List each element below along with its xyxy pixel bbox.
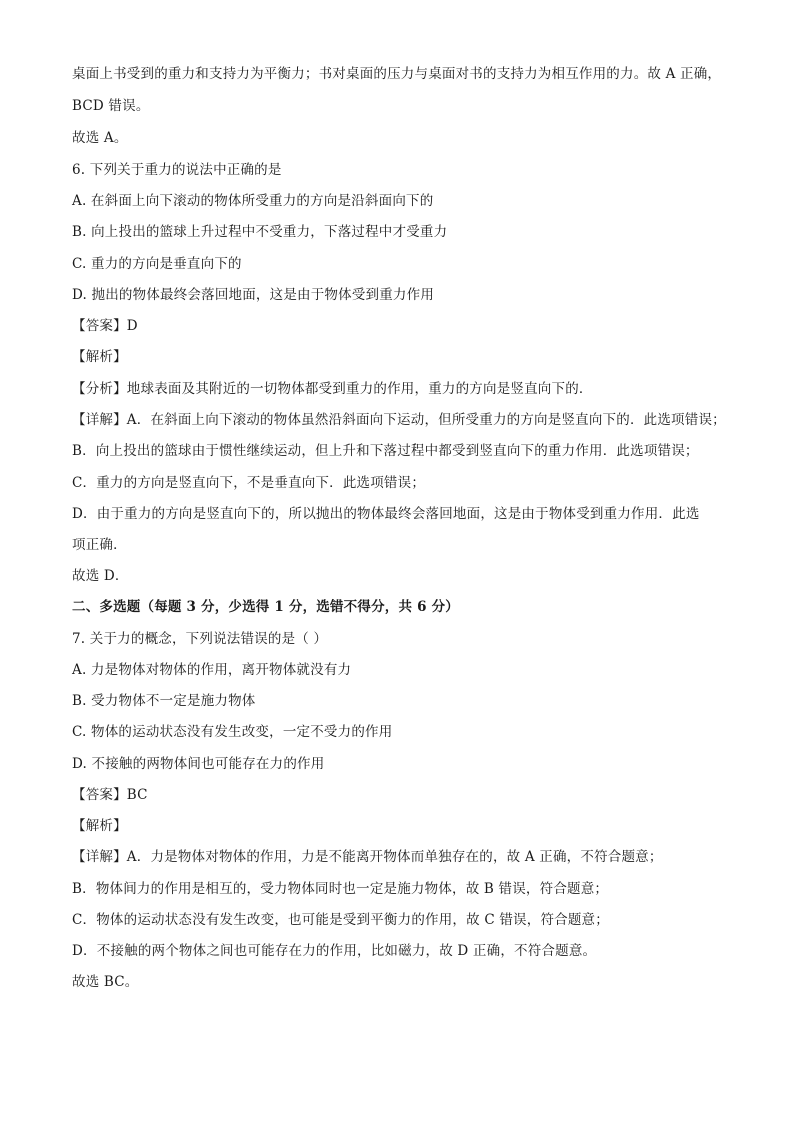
question-6-analysis-heading: 【解析】 <box>72 349 127 365</box>
question-6-answer: 【答案】D <box>72 318 138 334</box>
text-line: 桌面上书受到的重力和支持力为平衡力；书对桌面的压力与桌面对书的支持力为相互作用的力。故 A 正确， <box>72 66 722 82</box>
question-7-analysis-heading: 【解析】 <box>72 818 127 834</box>
text-line: C．物体的运动状态没有发生改变，也可能是受到平衡力的作用，故 C 错误，符合题意； <box>72 912 609 928</box>
question-6-option-c: C. 重力的方向是垂直向下的 <box>72 256 242 272</box>
text-line: B．物体间力的作用是相互的，受力物体同时也一定是施力物体，故 B 错误，符合题意； <box>72 881 609 897</box>
text-line: BCD 错误。 <box>72 98 150 114</box>
question-7-option-b: B. 受力物体不一定是施力物体 <box>72 693 256 709</box>
text-line: B．向上投出的篮球由于惯性继续运动，但上升和下落过程中都受到竖直向下的重力作用．此选项错误； <box>72 443 699 459</box>
text-line: 故选 A。 <box>72 130 128 146</box>
text-line: 【分析】地球表面及其附近的一切物体都受到重力的作用，重力的方向是竖直向下的． <box>72 381 593 397</box>
text-line: 项正确． <box>72 537 127 553</box>
question-6-option-d: D. 抛出的物体最终会落回地面，这是由于物体受到重力作用 <box>72 287 435 303</box>
question-7-stem: 7. 关于力的概念，下列说法错误的是（ ） <box>72 631 328 647</box>
text-line: 【详解】A．力是物体对物体的作用，力是不能离开物体而单独存在的，故 A 正确，不符合题意； <box>72 849 663 865</box>
question-6-option-a: A. 在斜面上向下滚动的物体所受重力的方向是沿斜面向下的 <box>72 193 434 209</box>
section-heading: 二、多选题（每题 3 分，少选得 1 分，选错不得分，共 6 分） <box>72 599 459 615</box>
question-6-option-b: B. 向上投出的篮球上升过程中不受重力，下落过程中才受重力 <box>72 224 448 240</box>
question-7-option-c: C. 物体的运动状态没有发生改变，一定不受力的作用 <box>72 724 393 740</box>
question-7-option-d: D. 不接触的两物体间也可能存在力的作用 <box>72 756 325 772</box>
question-7-option-a: A. 力是物体对物体的作用，离开物体就没有力 <box>72 662 352 678</box>
text-line: D．由于重力的方向是竖直向下的，所以抛出的物体最终会落回地面，这是由于物体受到重力作用．此选 <box>72 506 700 522</box>
question-6-stem: 6. 下列关于重力的说法中正确的是 <box>72 162 282 178</box>
text-line: D．不接触的两个物体之间也可能存在力的作用，比如磁力，故 D 正确，不符合题意。 <box>72 943 597 959</box>
question-7-answer: 【答案】BC <box>72 787 148 803</box>
text-line: 故选 BC。 <box>72 974 139 990</box>
text-line: 故选 D． <box>72 568 129 584</box>
text-line: C．重力的方向是竖直向下，不是垂直向下．此选项错误； <box>72 475 426 491</box>
text-line: 【详解】A．在斜面上向下滚动的物体虽然沿斜面向下运动，但所受重力的方向是竖直向下的．此选项错误； <box>72 412 726 428</box>
